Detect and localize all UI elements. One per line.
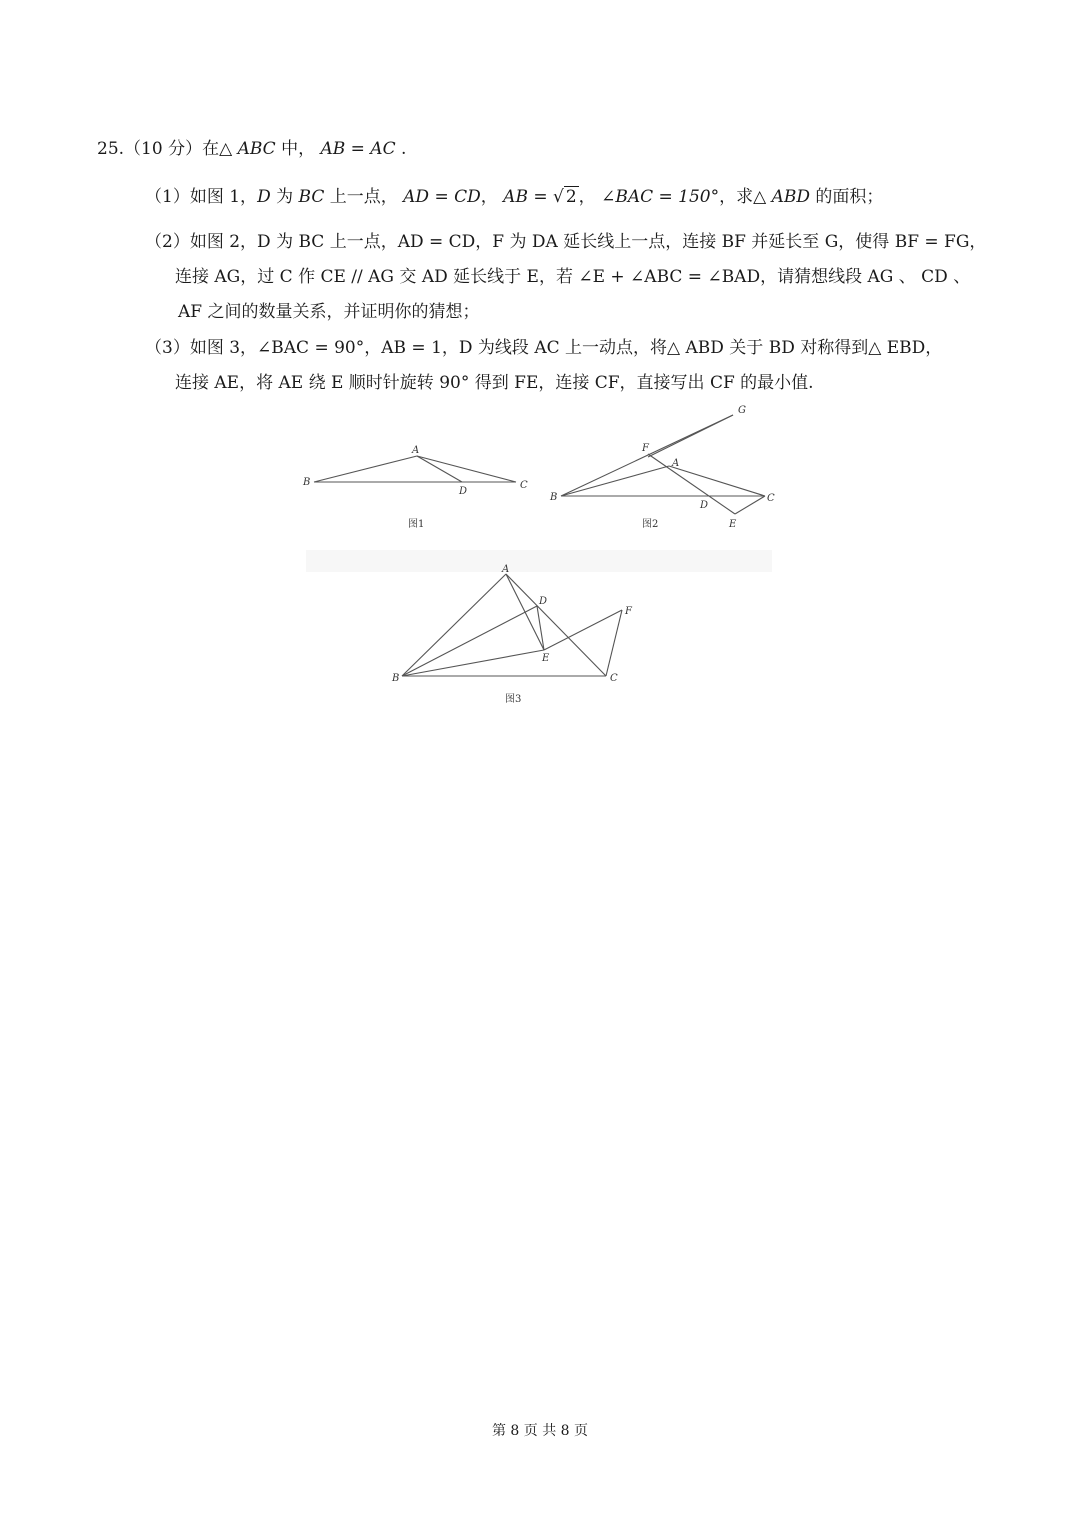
part1-label: （1） bbox=[145, 187, 190, 207]
part1-text-c: 上一点， bbox=[324, 187, 398, 207]
fig3-segment-fc bbox=[606, 610, 622, 676]
fig2-label-e: E bbox=[729, 519, 737, 530]
intro-end: . bbox=[395, 139, 407, 159]
fig2-segment-ag bbox=[648, 415, 733, 457]
fig1-label-b: B bbox=[303, 477, 311, 488]
part1-angle: ∠BAC = 150° bbox=[601, 187, 720, 207]
fig2-caption: 图2 bbox=[642, 519, 659, 530]
sqrt-value: 2 bbox=[565, 187, 577, 207]
part2-text2: 连接 AG，过 C 作 CE // AG 交 AD 延长线于 E，若 ∠E + ∠ABC = ∠BAD，请猜想线段 AG 、 CD 、 bbox=[175, 267, 971, 287]
fig3-label-f: F bbox=[625, 606, 632, 617]
fig3-segment-be bbox=[402, 650, 544, 676]
fig3-label-d: D bbox=[539, 596, 548, 607]
figures-canvas bbox=[0, 0, 1080, 720]
part1-abd: ABD bbox=[771, 187, 810, 207]
part3-text2: 连接 AE，将 AE 绕 E 顺时针旋转 90° 得到 FE，连接 CF，直接写出 CF 的最小值. bbox=[175, 373, 814, 393]
fig2-segment-ce bbox=[735, 496, 765, 514]
part1-text-g: 的面积； bbox=[810, 187, 884, 207]
sqrt-symbol: √ 2 bbox=[553, 187, 577, 207]
part2-label: （2） bbox=[145, 232, 190, 252]
intro-text: 在△ bbox=[202, 139, 233, 159]
fig2-segment-ac bbox=[669, 466, 765, 496]
fig1-segment-ac bbox=[417, 456, 516, 482]
problem-points: （10 分） bbox=[124, 139, 203, 159]
fig2-label-b: B bbox=[550, 492, 558, 503]
fig1-segment-ad bbox=[417, 456, 462, 482]
part2-text1: 如图 2，D 为 BC 上一点，AD = CD，F 为 DA 延长线上一点，连接 BF 并延长至 G，使得 BF = FG， bbox=[189, 232, 987, 252]
fig1-caption: 图1 bbox=[408, 519, 425, 530]
part3-text1: 如图 3，∠BAC = 90°，AB = 1，D 为线段 AC 上一动点，将△ ABD 关于 BD 对称得到△ EBD， bbox=[189, 338, 943, 358]
triangle-abc: ABC bbox=[237, 139, 276, 159]
page-footer: 第 8 页 共 8 页 bbox=[491, 1423, 589, 1439]
fig2-label-d: D bbox=[700, 500, 709, 511]
fig2-label-f: F bbox=[642, 443, 649, 454]
part1-eq2: AB = bbox=[503, 187, 553, 207]
fig2-label-a: A bbox=[672, 458, 680, 469]
fig1-label-a: A bbox=[412, 445, 420, 456]
fig3-label-b: B bbox=[392, 673, 400, 684]
fig3-label-e: E bbox=[542, 653, 550, 664]
part3-label: （3） bbox=[145, 338, 190, 358]
fig3-background-strip bbox=[306, 550, 772, 572]
part1-text-e: ， bbox=[578, 187, 596, 207]
fig2-label-g: G bbox=[738, 405, 746, 416]
fig1-label-c: C bbox=[520, 480, 528, 491]
fig1-segment-ab bbox=[314, 456, 417, 482]
part1-bc: BC bbox=[298, 187, 325, 207]
part1-text-b: 为 bbox=[270, 187, 299, 207]
fig3-segment-bd bbox=[402, 606, 537, 676]
fig1-label-d: D bbox=[459, 486, 468, 497]
part1-text-f: ，求△ bbox=[719, 187, 767, 207]
fig3-segment-ba bbox=[402, 574, 506, 676]
fig3-segment-ac bbox=[506, 574, 606, 676]
fig3-segment-ef bbox=[544, 610, 622, 650]
part1-eq1: AD = CD bbox=[403, 187, 481, 207]
fig2-segment-fe bbox=[648, 454, 735, 514]
figure-2 bbox=[561, 415, 765, 514]
part1-d: D bbox=[257, 187, 271, 207]
fig2-label-c: C bbox=[767, 493, 775, 504]
intro-equation: AB = AC bbox=[320, 139, 396, 159]
figure-3 bbox=[402, 574, 622, 676]
part1-text-a: 如图 1， bbox=[189, 187, 258, 207]
problem-number: 25. bbox=[97, 139, 125, 159]
figure-1 bbox=[314, 456, 516, 482]
fig3-label-a: A bbox=[502, 564, 510, 575]
intro-mid: 中， bbox=[275, 139, 316, 159]
fig3-caption: 图3 bbox=[505, 694, 522, 705]
part1-text-d: ， bbox=[480, 187, 498, 207]
part2-text3: AF 之间的数量关系，并证明你的猜想； bbox=[178, 302, 480, 322]
fig3-label-c: C bbox=[610, 673, 618, 684]
